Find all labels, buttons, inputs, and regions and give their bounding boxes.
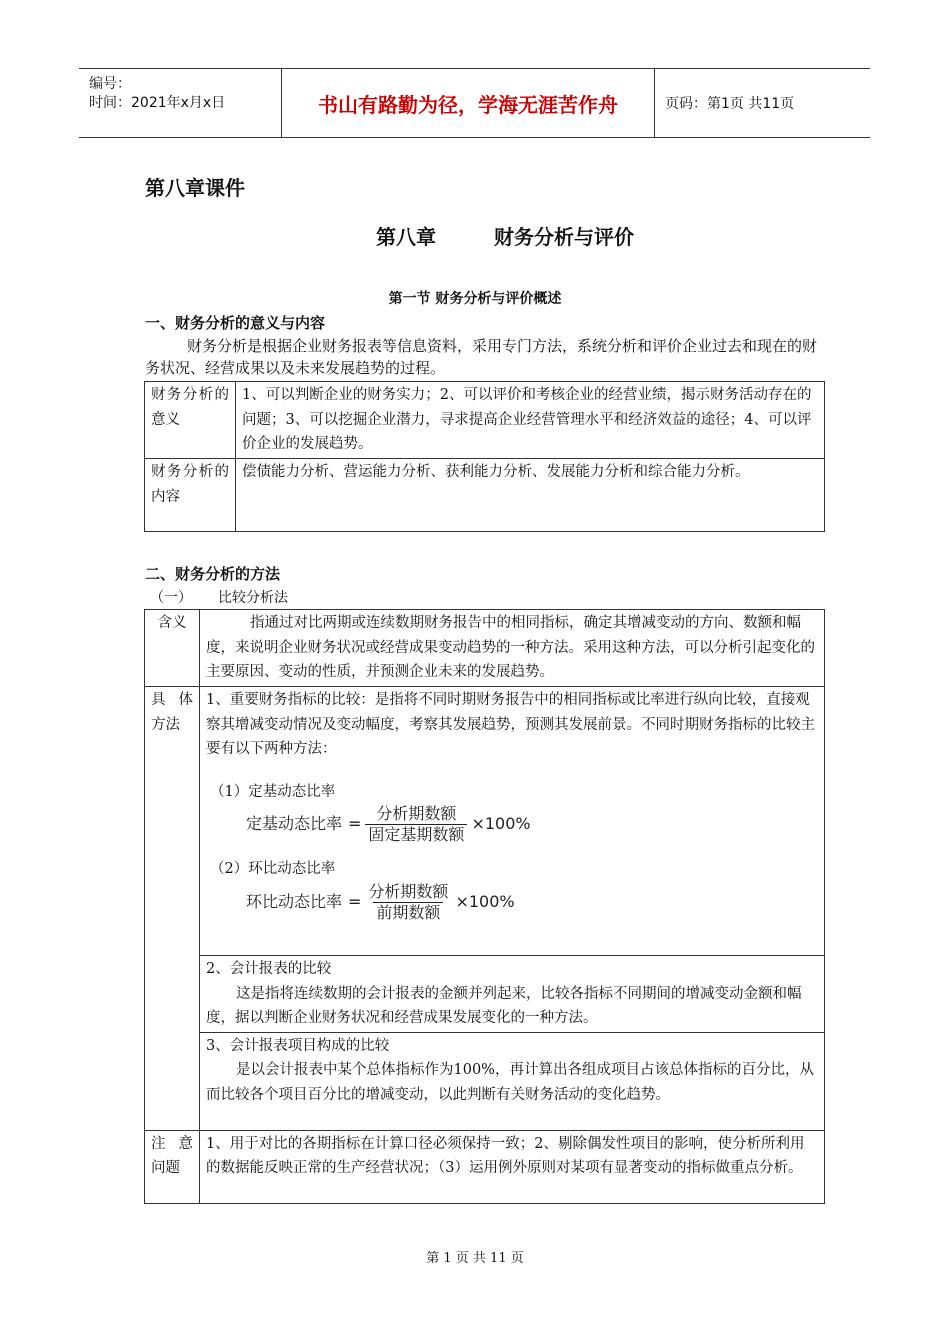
- formula-2-label: （2）环比动态比率: [210, 861, 336, 877]
- methods-label: 具体方法: [145, 687, 200, 1131]
- notes-label: 注意问题: [145, 1130, 200, 1203]
- meaning-text: 指通过对比两期或连续数期财务报告中的相同指标，确定其增减变动的方向、数额和幅度，来说明企业财务状况或经营成果变动趋势的一种方法。采用这种方法，可以分析引起变化的主要原因、变动的性质，并预测企业未来的发展趋势。: [206, 615, 815, 680]
- header-page-info: 页码：第1页 共11页: [665, 96, 795, 112]
- table-row: [145, 956, 825, 1033]
- meaning-content: [200, 610, 825, 687]
- number-label: 编号：: [89, 76, 131, 92]
- formula-2-equals: =: [348, 891, 362, 911]
- formula-2-numerator: 分析期数额: [368, 881, 449, 901]
- table-row: [145, 382, 825, 459]
- method-1-cell: [200, 687, 825, 956]
- page-header: [79, 68, 870, 138]
- row-content: 1、可以判断企业的财务实力；2、可以评价和考核企业的经营业绩，揭示财务活动存在的问题；3、可以挖掘企业潜力，寻求提高企业经营管理水平和经济效益的途径；4、可以评价企业的发展趋势。: [236, 382, 825, 459]
- table-row: [145, 610, 825, 687]
- table-row: [145, 459, 825, 532]
- formula-1-numerator: 分析期数额: [376, 804, 457, 823]
- part2-heading: 二、财务分析的方法: [145, 565, 281, 583]
- section-title: 第一节 财务分析与评价概述: [388, 291, 562, 307]
- method-2-body: [206, 982, 818, 1031]
- formula-1-multiplier: ×100%: [471, 814, 531, 834]
- method-3-text: 是以会计报表中某个总体指标作为100%，再计算出各组成项目占该总体指标的百分比，从而比较各个项目百分比的增减变动，以此判断有关财务活动的变化趋势。: [206, 1062, 814, 1103]
- part1-table: [144, 381, 825, 532]
- method-1-text: 1、重要财务指标的比较：是指将不同时期财务报告中的相同指标或比率进行纵向比较，直接观察其增减变动情况及变动幅度，考察其发展趋势，预测其发展前景。不同时期财务指标的比较主要有以下两种方法：: [206, 692, 815, 757]
- chapter-name: 财务分析与评价: [494, 225, 634, 249]
- header-meta: [79, 69, 281, 137]
- comparison-table: [144, 609, 825, 1204]
- subsection-number: （一）: [150, 590, 192, 606]
- method-3-body: [206, 1058, 818, 1107]
- chapter-label: 第八章课件: [145, 176, 245, 200]
- part1-heading: 一、财务分析的意义与内容: [145, 314, 326, 332]
- notes-content: 1、用于对比的各期指标在计算口径必须保持一致；2、剔除偶发性项目的影响，使分析所利用的数据能反映正常的生产经营状况；（3）运用例外原则对某项有显著变动的指标做重点分析。: [200, 1130, 825, 1203]
- header-motto: 书山有路勤为径，学海无涯苦作舟: [281, 69, 655, 137]
- method-3-cell: [200, 1032, 825, 1130]
- part1-intro: [145, 335, 825, 379]
- formula-chain: [246, 882, 818, 923]
- method-2-title: 2、会计报表的比较: [206, 961, 332, 977]
- time-label: 时间：2021年x月x日: [89, 95, 226, 111]
- meaning-label: 含义: [145, 610, 200, 687]
- subsection-name: 比较分析法: [218, 590, 288, 606]
- chapter-number: 第八章: [376, 225, 436, 249]
- formula-1-denominator: 固定基期数额: [365, 824, 467, 845]
- row-label: 财务分析的内容: [145, 459, 236, 532]
- formula-2-denominator: 前期数额: [373, 902, 443, 923]
- formula-1-lhs: 定基动态比率: [246, 814, 343, 834]
- row-label: 财务分析的意义: [145, 382, 236, 459]
- method-2-text: 这是指将连续数期的会计报表的金额并列起来，比较各指标不同期间的增减变动金额和幅度，据以判断企业财务状况和经营成果发展变化的一种方法。: [206, 985, 802, 1026]
- page-footer: 第 1 页 共 11 页: [426, 1251, 524, 1266]
- formula-2-fraction: [365, 882, 451, 923]
- formula-2-lhs: 环比动态比率: [246, 891, 343, 911]
- formula-1-equals: =: [348, 814, 362, 834]
- chapter-title: [0, 221, 950, 250]
- part1-intro-text: 财务分析是根据企业财务报表等信息资料，采用专门方法，系统分析和评价企业过去和现在的财务状况、经营成果以及未来发展趋势的过程。: [145, 337, 818, 377]
- method-2-cell: [200, 956, 825, 1033]
- table-row: [145, 1130, 825, 1203]
- formula-2-multiplier: ×100%: [455, 891, 515, 911]
- method-3-title: 3、会计报表项目构成的比较: [206, 1037, 390, 1054]
- formula-fixed-base: [246, 804, 818, 845]
- row-content: 偿债能力分析、营运能力分析、获利能力分析、发展能力分析和综合能力分析。: [236, 459, 825, 532]
- subsection-title: [150, 587, 288, 607]
- formula-1-label: （1）定基动态比率: [210, 783, 336, 800]
- table-row: [145, 1032, 825, 1130]
- table-row: [145, 687, 825, 956]
- formula-1-fraction: [365, 804, 467, 845]
